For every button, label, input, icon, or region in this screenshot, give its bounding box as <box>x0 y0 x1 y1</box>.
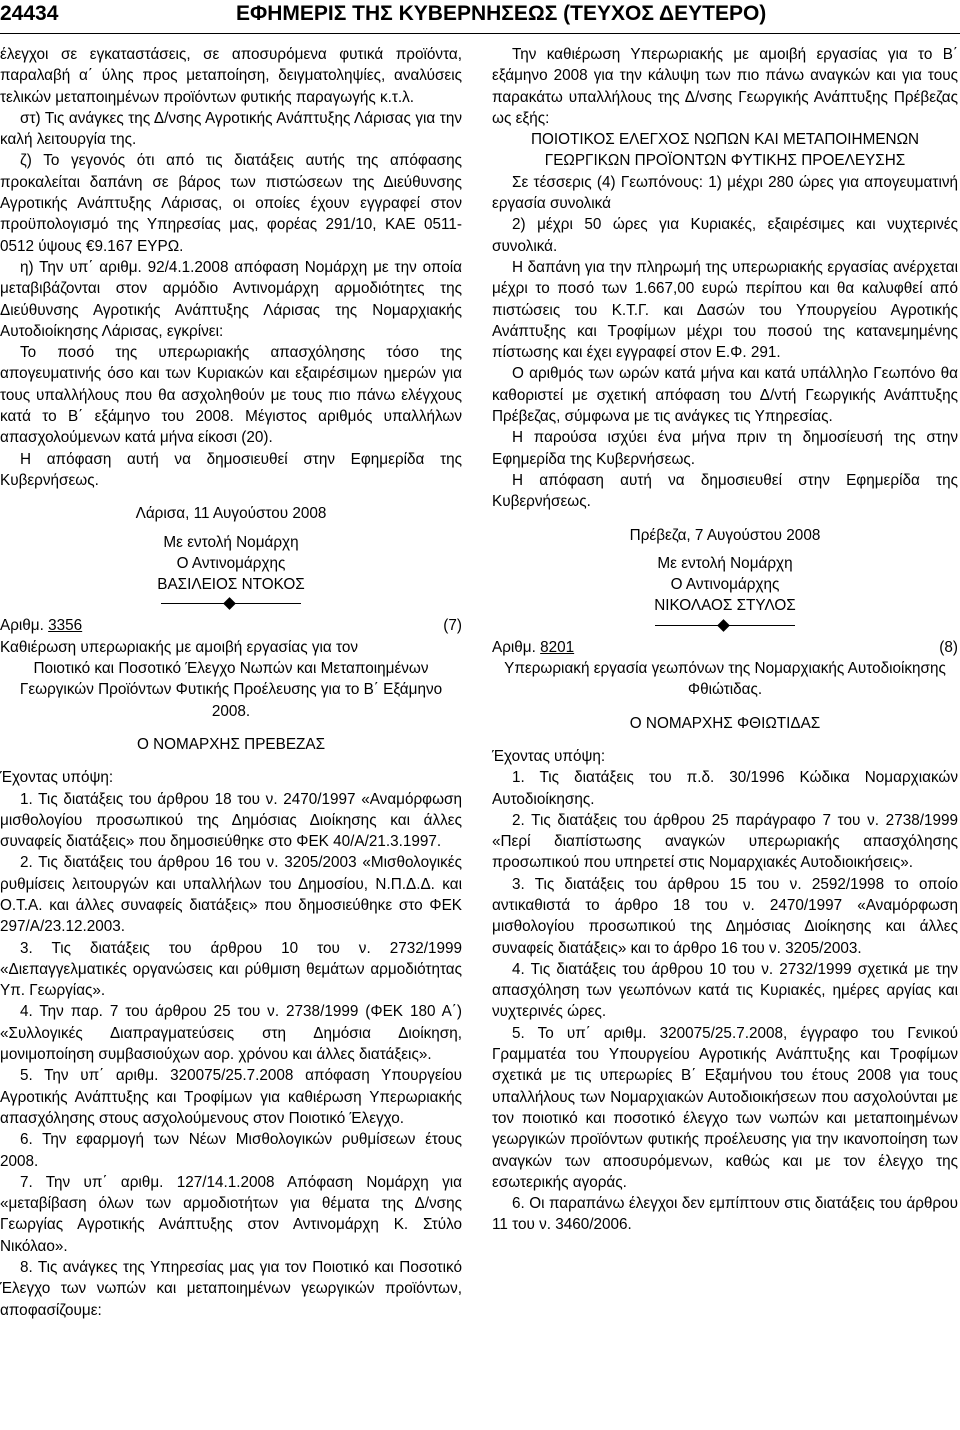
considering-heading: Έχοντας υπόψη: <box>492 747 606 765</box>
paragraph: Το ποσό της υπερωριακής απασχόλησης τόσο της απογευματινής όσο και των Κυριακών και εξαιρέσιμων ημερών για τους υπαλλήλους που θα ασχοληθούν με τους πιο πάνω ελέγχους κατά το Β΄ εξάμηνο του 2008. Μέγιστος αριθμός υπαλλήλων απασχολούμενων κατά μήνα είκοσι (20). <box>0 344 462 447</box>
decision-number-prefix: Αριθμ. <box>492 638 536 656</box>
signature-name: ΝΙΚΟΛΑΟΣ ΣΤΥΛΟΣ <box>654 597 796 615</box>
list-item: 6. Την εφαρμογή των Νέων Μισθολογικών ρυθμίσεων έτους 2008. <box>0 1131 462 1170</box>
page-number: 24434 <box>0 2 59 25</box>
paragraph: 2) μέχρι 50 ώρες για Κυριακές, εξαιρέσιμες και νυχτερινές συνολικά. <box>492 216 958 255</box>
signature-order: Με εντολή Νομάρχη <box>657 554 793 572</box>
decision-number-line <box>492 637 958 658</box>
header-rule <box>0 33 960 34</box>
signature-role: Ο Αντινομάρχης <box>670 576 780 594</box>
decision-number: 3356 <box>48 617 83 635</box>
decision-code: (8) <box>939 638 958 656</box>
signature-place-date: Πρέβεζα, 7 Αυγούστου 2008 <box>629 526 821 544</box>
left-column <box>0 44 462 1321</box>
list-item: 3. Τις διατάξεις του άρθρου 15 του ν. 2592/1998 το οποίο αντικαθιστά το άρθρο 18 του ν. 2470/1997 «Αναμόρφωση μισθολογίου προσωπικού της Δημόσιας Διοίκησης και άλλες συναφείς διατάξεις» και το άρθρο 16 του ν. 3205/2003. <box>492 875 958 957</box>
decision-title: Υπερωριακή εργασία γεωπόνων της Νομαρχιακής Αυτοδιοίκησης Φθιώτιδας. <box>504 660 946 699</box>
paragraph: Σε τέσσερις (4) Γεωπόνους: 1) μέχρι 280 ώρες για απογευματινή εργασία συνολικά <box>492 173 958 213</box>
signature-order: Με εντολή Νομάρχη <box>163 533 299 551</box>
paragraph: Η παρούσα ισχύει ένα μήνα πριν τη δημοσίευσή της στην Εφημερίδα της Κυβερνήσεως. <box>492 429 958 468</box>
decision-title-continued: Ποιοτικό και Ποσοτικό Έλεγχο Νωπών και Μεταποιημένων Γεωργικών Προϊόντων Φυτικής Προέλευσης για το Β΄ Εξάμηνο 2008. <box>19 660 443 720</box>
signature-role: Ο Αντινομάρχης <box>176 554 286 572</box>
paragraph: έλεγχοι σε εγκαταστάσεις, σε αποσυρόμενα φυτικά προϊόντα, παραλαβή α΄ ύλης προς μεταποίηση, δειγματοληψίες, αναλύσεις τελικών μεταποιημένων προϊόντων φυτικής παραγωγής κ.τ.λ. <box>0 46 462 106</box>
gazette-title: ΕΦΗΜΕΡΙΣ ΤΗΣ ΚΥΒΕΡΝΗΣΕΩΣ (ΤΕΥΧΟΣ ΔΕΥΤΕΡΟ) <box>236 2 767 25</box>
diamond-icon <box>223 598 236 611</box>
list-item: 5. Την υπ΄ αριθμ. 320075/25.7.2008 απόφαση Υπουργείου Αγροτικής Ανάπτυξης και Τροφίμων για καθιέρωση Υπερωριακής απασχόλησης στους ασχολούμενους στον Ποιοτικό Έλεγχο. <box>0 1067 462 1127</box>
list-item: 7. Την υπ΄ αριθμ. 127/14.1.2008 Απόφαση Νομάρχη για «μεταβίβαση όλων των αρμοδιοτήτων για θέματα της Δ/νσης Γεωργίας Αγροτικής Ανάπτυξης στον Αντινομάρχη Κ. Στύλο Νικόλαο». <box>0 1173 462 1255</box>
paragraph: Η απόφαση αυτή να δημοσιευθεί στην Εφημερίδα της Κυβερνήσεως. <box>0 450 462 489</box>
list-item: 4. Την παρ. 7 του άρθρου 25 του ν. 2738/1999 (ΦΕΚ 180 Α΄) «Συλλογικές Διαπραγματεύσεις στη Δημόσια Διοίκηση, μονιμοποίηση συμβασιούχων αορ. χρόνου και άλλες διατάξεις». <box>0 1003 462 1064</box>
section-heading: ΠΟΙΟΤΙΚΟΣ ΕΛΕΓΧΟΣ ΝΩΠΩΝ ΚΑΙ ΜΕΤΑΠΟΙΗΜΕΝΩΝ <box>530 131 920 149</box>
issuing-authority: Ο ΝΟΜΑΡΧΗΣ ΦΘΙΩΤΙΔΑΣ <box>629 714 821 732</box>
paragraph: ζ) Το γεγονός ότι από τις διατάξεις αυτής της απόφασης προκαλείται δαπάνη σε βάρος των πιστώσεων της Διεύθυνσης Αγροτικής Ανάπτυξης Λάρισας, οι οποίες έχουν εγγραφεί στον προϋπολογισμό της Υπηρεσίας μας, φορέας 291/10, ΚΑΕ 0511-0512 ύψους €9.167 ΕΥΡΩ. <box>0 152 462 255</box>
section-heading: ΓΕΩΡΓΙΚΩΝ ΠΡΟΪΟΝΤΩΝ ΦΥΤΙΚΗΣ ΠΡΟΕΛΕΥΣΗΣ <box>544 152 906 170</box>
decision-number-line <box>0 615 462 636</box>
paragraph: Η δαπάνη για την πληρωμή της υπερωριακής εργασίας ανέρχεται μέχρι το ποσό των 1.667,00 ευρώ περίπου και θα καλυφθεί από πιστώσεις του Κ.Τ.Γ. και Δασών του Υπουργείου Αγροτικής Ανάπτυξης και Τροφίμων μέχρι του ποσού της κατανεμημένης πίστωσης και έχει εγγραφεί στον Ε.Φ. 291. <box>492 258 958 362</box>
list-item: 8. Τις ανάγκες της Υπηρεσίας μας για τον Ποιοτικό και Ποσοτικό Έλεγχο των νωπών και μεταποιημένων γεωργικών προϊόντων, αποφασίζουμε: <box>0 1259 462 1319</box>
list-item: 2. Τις διατάξεις του άρθρου 16 του ν. 3205/2003 «Μισθολογικές ρυθμίσεις λειτουργών και υπαλλήλων του Δημοσίου, Ν.Π.Δ.Δ. και Ο.Τ.Α. και άλλες συναφείς διατάξεις» που δημοσιεύθηκε στο ΦΕΚ 297/Α/23.12.2003. <box>0 854 462 936</box>
list-item: 3. Τις διατάξεις του άρθρου 10 του ν. 2732/1999 «Διεπαγγελματικές οργανώσεις και ρύθμιση θεμάτων αρμοδιότητας Υπ. Γεωργίας». <box>0 939 462 1000</box>
signature-name: ΒΑΣΙΛΕΙΟΣ ΝΤΟΚΟΣ <box>157 576 305 594</box>
decision-number-prefix: Αριθμ. <box>0 617 44 635</box>
paragraph: Η απόφαση αυτή να δημοσιευθεί στην Εφημερίδα της Κυβερνήσεως. <box>492 471 958 511</box>
paragraph: στ) Τις ανάγκες της Δ/νσης Αγροτικής Ανάπτυξης Λάρισας για την καλή λειτουργία της. <box>0 109 462 149</box>
paragraph: Ο αριθμός των ωρών κατά μήνα και κατά υπάλληλο Γεωπόνο θα καθοριστεί με σχετική απόφαση του Δ/ντή Γεωργικής Ανάπτυξης Πρέβεζας, σύμφωνα με τις ανάγκες τις Υπηρεσίας. <box>492 365 958 426</box>
list-item: 1. Τις διατάξεις του άρθρου 18 του ν. 2470/1997 «Αναμόρφωση μισθολογίου προσωπικού της Δημόσιας Διοίκησης και άλλες συναφείς διατάξεις» που δημοσιεύθηκε στο ΦΕΚ 40/Α/21.3.1997. <box>0 790 462 851</box>
list-item: 5. Το υπ΄ αριθμ. 320075/25.7.2008, έγγραφο του Γενικού Γραμματέα του Υπουργείου Αγροτικής Ανάπτυξης και Τροφίμων σχετικά με τις υπερωρίες Β΄ Εξαμήνου του έτους 2008 για τους υπαλλήλους των Νομαρχιακών Αυτοδιοικήσεων που ασχολούνται με τον ποιοτικό και ποσοτικό έλεγχο των νωπών και μεταποιημένων γεωργικών προϊόντων φυτικής προέλευσης για την ικανοποίηση των αναγκών των αποσυρόμενων, καθώς και με τον έλεγχο της εσωτερικής αγοράς. <box>492 1024 958 1191</box>
list-item: 4. Τις διατάξεις του άρθρου 10 του ν. 2732/1999 σχετικά με την απασχόληση των γεωπόνων κατά τις Κυριακές, ημέρες αργίας και νυχτερινές ώρες. <box>492 960 958 1021</box>
considering-heading: Έχοντας υπόψη: <box>0 769 114 787</box>
issuing-authority: Ο ΝΟΜΑΡΧΗΣ ΠΡΕΒΕΖΑΣ <box>136 735 326 753</box>
paragraph: Την καθιέρωση Υπερωριακής με αμοιβή εργασίας για το Β΄ εξάμηνο 2008 για την κάλυψη των πιο πάνω αναγκών και για τους παρακάτω υπαλλήλους της Δ/νσης Γεωργικής Ανάπτυξης Πρέβεζας ως εξής: <box>492 46 958 127</box>
decision-title: Καθιέρωση υπερωριακής με αμοιβή εργασίας για τον <box>0 638 358 656</box>
page-header <box>0 0 960 34</box>
section-separator <box>655 619 795 633</box>
list-item: 1. Τις διατάξεις του π.δ. 30/1996 Κώδικα Νομαρχιακών Αυτοδιοίκησης. <box>492 769 958 808</box>
list-item: 6. Οι παραπάνω έλεγχοι δεν εμπίπτουν στις διατάξεις του άρθρου 11 του ν. 3460/2006. <box>492 1195 958 1234</box>
right-column <box>492 44 958 1236</box>
paragraph: η) Την υπ΄ αριθμ. 92/4.1.2008 απόφαση Νομάρχη με την οποία μεταβιβάζονται στον αρμόδιο Αντινομάρχη αρμοδιότητες της Διεύθυνσης Αγροτικής Ανάπτυξης Λάρισας της Νομαρχιακής Αυτοδιοίκησης Λάρισας, εγκρίνει: <box>0 258 462 340</box>
list-item: 2. Τις διατάξεις του άρθρου 25 παράγραφο 7 του ν. 2738/1999 «Περί διαπίστωσης αναγκών υπερωριακής απασχόλησης προσωπικού που υπηρετεί στις Νομαρχιακές Αυτοδιοικήσεις». <box>492 811 958 872</box>
decision-code: (7) <box>443 617 462 635</box>
signature-place-date: Λάρισα, 11 Αυγούστου 2008 <box>135 505 327 523</box>
decision-number: 8201 <box>540 638 575 656</box>
diamond-icon <box>717 619 730 632</box>
section-separator <box>161 597 301 611</box>
